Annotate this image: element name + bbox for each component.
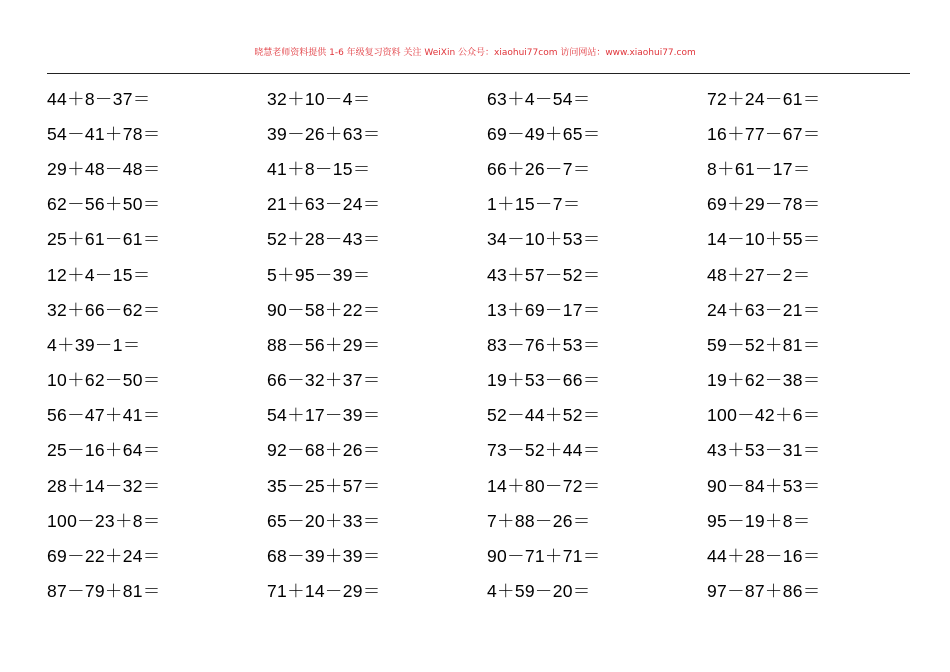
math-problem: 69－22＋24＝: [47, 546, 161, 567]
math-problem: 1＋15－7＝: [487, 194, 581, 215]
math-problem: 54＋17－39＝: [267, 405, 381, 426]
math-problem: 43＋53－31＝: [707, 440, 821, 461]
math-problem: 25－16＋64＝: [47, 440, 161, 461]
math-problem: 4＋39－1＝: [47, 334, 141, 355]
header-banner: 晓慧老师资料提供 1-6 年级复习资料 关注 WeiXin 公众号：xiaohui77com 访问网站：www.xiaohui77.com: [254, 48, 696, 58]
problem-row: [47, 292, 927, 327]
math-problem: 35－25＋57＝: [267, 475, 381, 496]
math-problem: 43＋57－52＝: [487, 264, 601, 285]
math-problem: 63＋4－54＝: [487, 88, 591, 109]
problem-row: [47, 116, 927, 151]
math-problem: 88－56＋29＝: [267, 334, 381, 355]
math-problem: 68－39＋39＝: [267, 546, 381, 567]
math-problem: 19＋62－38＝: [707, 370, 821, 391]
header-divider: [47, 73, 910, 74]
math-problem: 66－32＋37＝: [267, 370, 381, 391]
math-problem: 100－42＋6＝: [707, 405, 821, 426]
problem-row: [47, 222, 927, 257]
math-problem: 83－76＋53＝: [487, 334, 601, 355]
math-problem: 24＋63－21＝: [707, 299, 821, 320]
math-problem: 29＋48－48＝: [47, 158, 161, 179]
problem-row: [47, 257, 927, 292]
math-problem: 92－68＋26＝: [267, 440, 381, 461]
math-problem: 48＋27－2＝: [707, 264, 811, 285]
math-problem: 90－58＋22＝: [267, 299, 381, 320]
math-problem: 62－56＋50＝: [47, 194, 161, 215]
math-problem: 59－52＋81＝: [707, 334, 821, 355]
math-problem: 95－19＋8＝: [707, 510, 811, 531]
problem-grid: [47, 81, 927, 609]
math-problem: 41＋8－15＝: [267, 158, 371, 179]
math-problem: 69＋29－78＝: [707, 194, 821, 215]
math-problem: 4＋59－20＝: [487, 581, 591, 602]
math-problem: 14＋80－72＝: [487, 475, 601, 496]
math-problem: 12＋4－15＝: [47, 264, 151, 285]
problem-row: [47, 151, 927, 186]
math-problem: 71＋14－29＝: [267, 581, 381, 602]
math-problem: 52＋28－43＝: [267, 229, 381, 250]
math-problem: 73－52＋44＝: [487, 440, 601, 461]
math-problem: 44＋28－16＝: [707, 546, 821, 567]
problem-row: [47, 81, 927, 116]
math-problem: 32＋66－62＝: [47, 299, 161, 320]
math-problem: 32＋10－4＝: [267, 88, 371, 109]
problem-row: [47, 398, 927, 433]
problem-row: [47, 327, 927, 362]
math-problem: 34－10＋53＝: [487, 229, 601, 250]
math-problem: 13＋69－17＝: [487, 299, 601, 320]
math-problem: 90－71＋71＝: [487, 546, 601, 567]
math-problem: 7＋88－26＝: [487, 510, 591, 531]
math-problem: 54－41＋78＝: [47, 123, 161, 144]
math-problem: 90－84＋53＝: [707, 475, 821, 496]
math-problem: 65－20＋33＝: [267, 510, 381, 531]
problem-row: [47, 503, 927, 538]
problem-row: [47, 538, 927, 573]
math-problem: 39－26＋63＝: [267, 123, 381, 144]
math-problem: 19＋53－66＝: [487, 370, 601, 391]
problem-row: [47, 187, 927, 222]
math-problem: 28＋14－32＝: [47, 475, 161, 496]
math-problem: 72＋24－61＝: [707, 88, 821, 109]
math-problem: 8＋61－17＝: [707, 158, 811, 179]
problem-row: [47, 363, 927, 398]
math-problem: 14－10＋55＝: [707, 229, 821, 250]
math-problem: 87－79＋81＝: [47, 581, 161, 602]
math-problem: 10＋62－50＝: [47, 370, 161, 391]
problem-row: [47, 433, 927, 468]
math-problem: 25＋61－61＝: [47, 229, 161, 250]
math-problem: 21＋63－24＝: [267, 194, 381, 215]
math-problem: 5＋95－39＝: [267, 264, 371, 285]
math-problem: 69－49＋65＝: [487, 123, 601, 144]
math-problem: 97－87＋86＝: [707, 581, 821, 602]
problem-row: [47, 468, 927, 503]
math-problem: 100－23＋8＝: [47, 510, 161, 531]
problem-row: [47, 574, 927, 609]
math-problem: 66＋26－7＝: [487, 158, 591, 179]
math-problem: 52－44＋52＝: [487, 405, 601, 426]
math-problem: 44＋8－37＝: [47, 88, 151, 109]
math-problem: 56－47＋41＝: [47, 405, 161, 426]
math-problem: 16＋77－67＝: [707, 123, 821, 144]
